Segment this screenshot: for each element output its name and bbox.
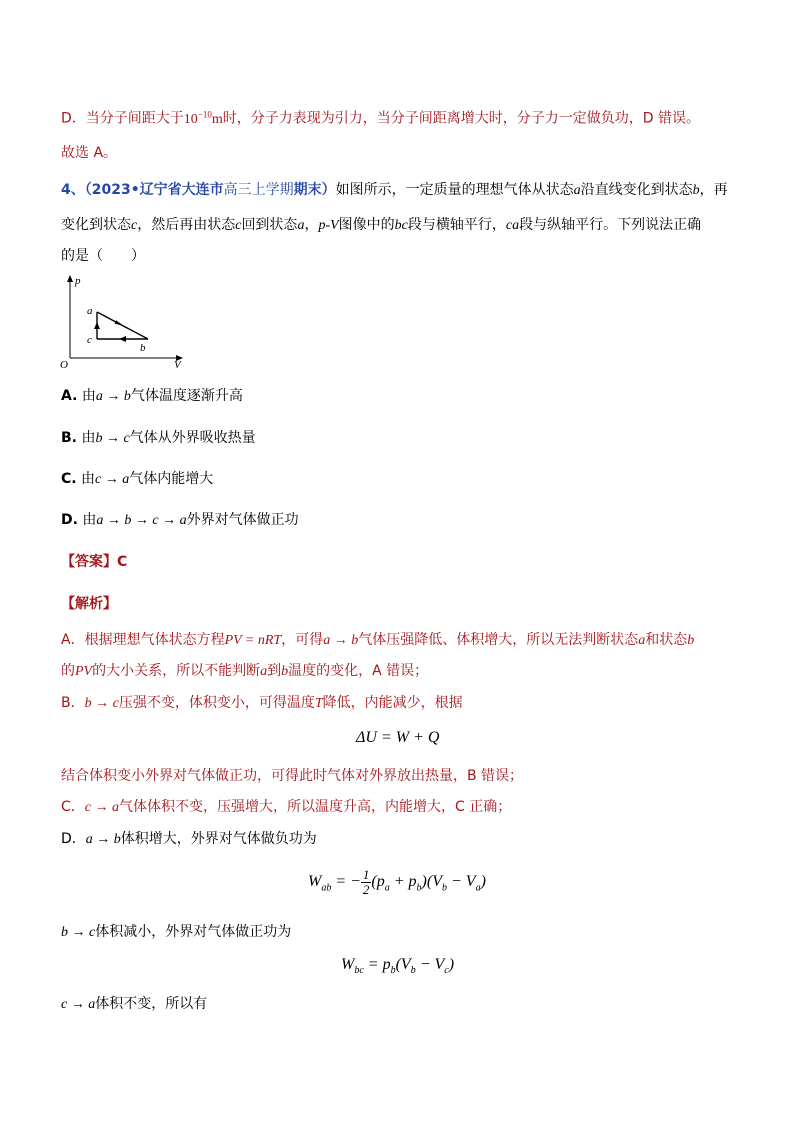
analysis-b-line1: B．b → c压强不变，体积变小，可得温度T降低，内能减少，根据 xyxy=(61,695,463,711)
answer-value: C xyxy=(117,554,128,570)
analysis-d-line3: c → a体积不变，所以有 xyxy=(61,996,208,1012)
axis-label-p: p xyxy=(75,275,81,287)
arrow-ca xyxy=(94,322,100,329)
prev-option-d-line xyxy=(61,104,700,130)
answer-line xyxy=(61,552,127,572)
prev-d-text2: 时，分子力表现为引力，当分子间距离增大时，分子力一定做负功，D 错误。 xyxy=(222,110,700,127)
q4-source-place: 辽宁省大连市 xyxy=(139,182,224,198)
arrow-ab xyxy=(115,320,124,326)
q4-stem-line2: 变化到状态c，然后再由状态c回到状态a，p-V图像中的bc段与横轴平行，ca段与纵轴平行。下列说法正确 xyxy=(61,217,702,233)
analysis-b-line2: 结合体积变小外界对气体做正功，可得此时气体对外界放出热量，B 错误； xyxy=(61,768,524,784)
choose-line: 故选 A。 xyxy=(61,145,118,161)
q4-stem-line3: 的是（ ） xyxy=(61,248,145,264)
q4-number: 4、（ xyxy=(61,182,92,198)
analysis-d-line2: b → c体积减小，外界对气体做正功为 xyxy=(61,924,292,940)
prev-d-exp: $10^{-10}m$ xyxy=(183,109,223,127)
point-label-c: c xyxy=(87,334,92,346)
option-d[interactable]: D. 由a → b → c → a外界对气体做正功 xyxy=(61,512,299,528)
arrow-bc xyxy=(119,336,126,342)
analysis-a-line2: 的PV的大小关系，所以不能判断a到b温度的变化，A 错误； xyxy=(61,663,429,679)
option-b[interactable]: B. 由b → c气体从外界吸收热量 xyxy=(61,430,256,446)
answer-tag: 【答案】 xyxy=(61,554,117,570)
analysis-a-line1: A．根据理想气体状态方程PV = nRT，可得a → b气体压强降低、体积增大，所以无法判断状态a和状态b xyxy=(61,632,695,648)
prev-d-text1: D．当分子间距大于 xyxy=(61,110,184,127)
equation-wab: $W_{ab}$ = − $\frac{1}{2}$ $(p_a + p_b)(V_b - V_a)$ xyxy=(308,867,486,897)
q4-stem-line1: 4、（2023•辽宁省大连市高三上学期期末）如图所示，一定质量的理想气体从状态a沿直线变化到状态b，再 xyxy=(61,182,728,198)
origin-label: O xyxy=(60,359,68,370)
fraction-one-half: $\frac{1}{2}$ xyxy=(362,867,370,897)
option-c[interactable]: C. 由c → a气体内能增大 xyxy=(61,471,214,487)
q4-source-year: 2023 xyxy=(91,182,131,198)
analysis-c-line: C．c → a气体体积不变，压强增大，所以温度升高，内能增大，C 正确； xyxy=(61,799,512,815)
axis-label-v: V xyxy=(174,359,181,370)
q4-source-grade: 高三上学期 xyxy=(223,182,294,198)
analysis-d-line1: D．a → b体积增大，外界对气体做负功为 xyxy=(61,831,317,847)
equation-wbc: $W_{bc} = p_b(V_b - V_c)$ xyxy=(341,956,455,977)
point-label-b: b xyxy=(140,342,146,354)
q4-source-term: 期末 xyxy=(293,182,322,198)
equation-first-law: ΔU = W + Q xyxy=(356,729,440,746)
option-a[interactable]: A. 由a → b气体温度逐渐升高 xyxy=(61,388,243,404)
analysis-tag: 【解析】 xyxy=(61,596,117,612)
pv-graph xyxy=(56,270,196,370)
point-label-a: a xyxy=(87,305,93,317)
